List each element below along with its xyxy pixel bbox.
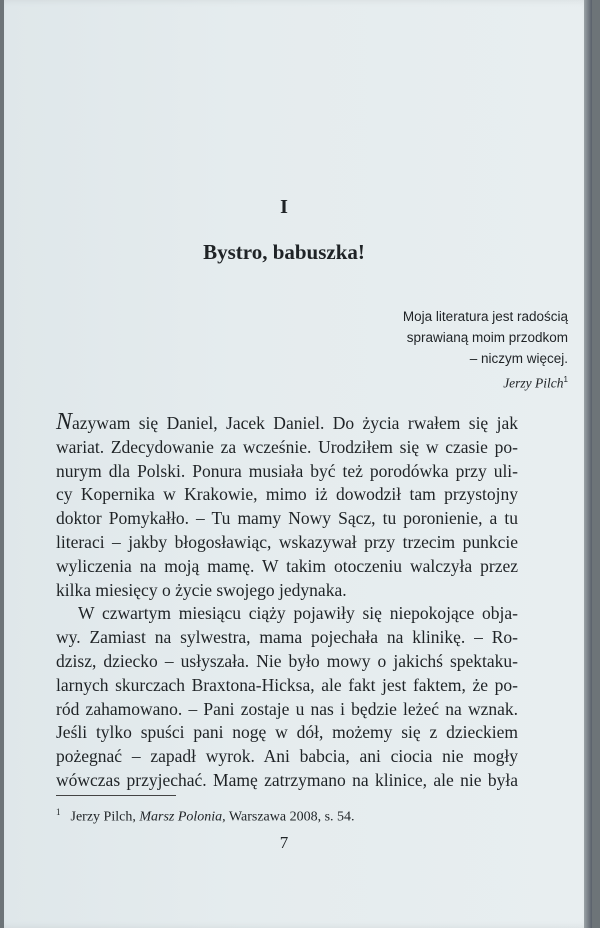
text-line: larnych skurczach Braxtona-Hicksa, ale fakt jest faktem, że po- — [56, 674, 518, 695]
epigraph — [328, 306, 568, 394]
text-line: Jeśli tylko spuści pani nogę w dół, możemy się z dzieckiem — [56, 722, 518, 743]
text-line: dzisz, dziecko – usłyszała. Nie było mowy o jakichś spektaku- — [56, 650, 518, 671]
text-line: wówczas przyjechać. Mamę zatrzymano na klinice, ale nie była — [56, 769, 518, 790]
text-line: kilka miesięcy o życie swojego jedynaka. — [56, 579, 347, 600]
text-line: wy. Zamiast na sylwestra, mama pojechała na klinikę. – Ro- — [56, 627, 518, 648]
text-line: ród zahamowano. – Pani zostaje u nas i będzie leżeć na wznak. — [56, 698, 518, 719]
text-line: literaci – jakby błogosławiąc, wskazywał przy trzecim punkcie — [56, 531, 518, 552]
epigraph-line: – niczym więcej. — [469, 351, 568, 366]
footnote-author: Jerzy Pilch, — [70, 809, 136, 825]
body-text — [56, 410, 518, 793]
text-line: wariat. Zdecydowanie za wcześnie. Urodziłem się w czasie po- — [56, 436, 518, 457]
chapter-title: Bystro, babuszka! — [203, 240, 365, 264]
text-line: pożegnać – zapadł wyrok. Ani babcia, ani ciocia nie mogły — [56, 746, 518, 767]
epigraph-line: Moja literatura jest radością — [402, 309, 568, 324]
text-line: wyliczenia na moją mamę. W takim otoczeniu walczyła przez — [56, 555, 518, 576]
drop-cap: N — [56, 409, 73, 435]
page-number: 7 — [279, 833, 289, 852]
text-line: nurym dla Polski. Ponura musiała być też porodówka przy uli- — [56, 460, 518, 481]
footnote-details: , Warszawa 2008, s. 54. — [222, 809, 355, 825]
epigraph-author — [328, 369, 568, 394]
footnote — [56, 802, 516, 828]
text-line: cy Kopernika w Krakowie, mimo iż dowodził tam przystojny — [56, 484, 518, 505]
text-line: W czwartym miesiącu ciąży pojawiły się niepokojące obja- — [78, 603, 518, 624]
footnote-ref: 1 — [563, 375, 568, 384]
page-edge — [584, 0, 592, 928]
book-page — [4, 0, 592, 928]
text-line: doktor Pomykałło. – Tu mamy Nowy Sącz, tu poronienie, a tu — [56, 508, 518, 529]
footnote-title: Marsz Polonia — [139, 809, 223, 825]
text-line: Nazywam się Daniel, Jacek Daniel. Do życia rwałem się jak — [56, 409, 518, 435]
footnote-number: 1 — [56, 807, 61, 817]
epigraph-line: sprawianą moim przodkom — [406, 330, 568, 345]
footnote-divider — [56, 795, 176, 796]
epigraph-author-name: Jerzy Pilch — [503, 375, 564, 391]
chapter-number: I — [280, 196, 288, 218]
